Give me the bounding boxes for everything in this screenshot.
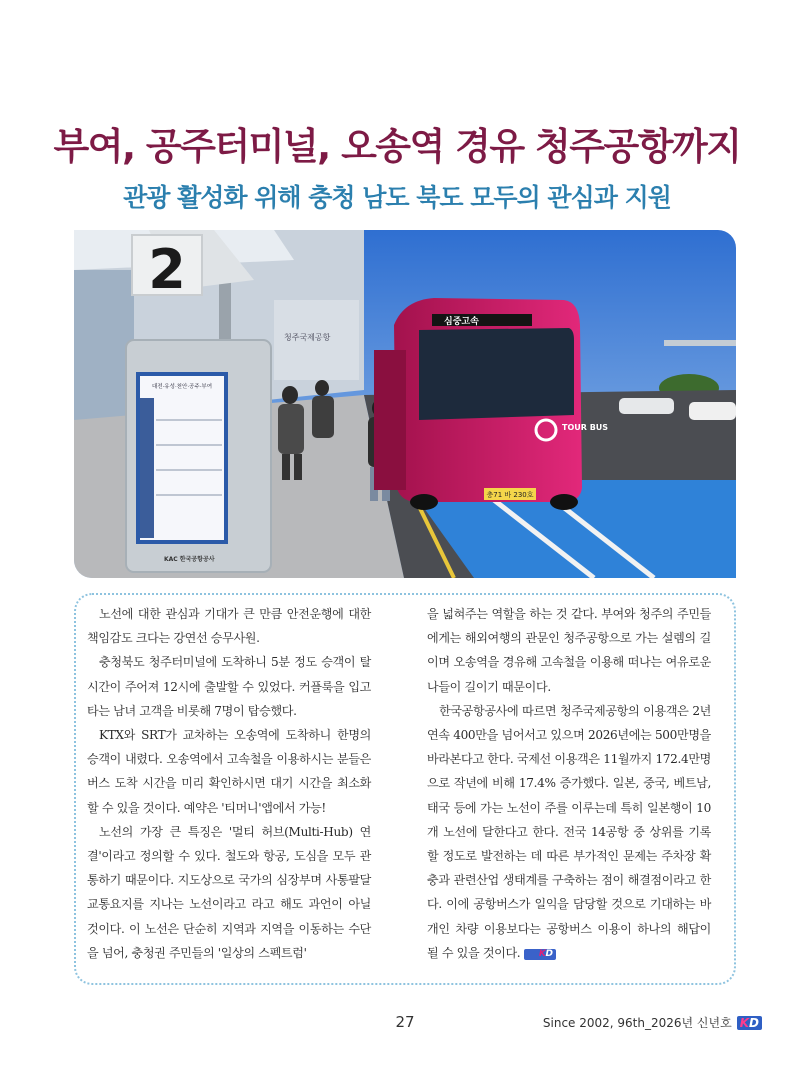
article-title: 부여, 공주터미널, 오송역 경유 청주공항까지	[53, 125, 741, 168]
paragraph-text: 한국공항공사에 따르면 청주국제공항의 이용객은 2년연속 400만을 넘어서고 있으며 2026년에는 500만명을 바라본다고 한다. 국제선 이용객은 11월까지 172.4만명으로 작년에 비해 17.4% 증가했다. 일본, 중국, 베트남, 태국 등에 가는 노선이 주를 이루는데 특히 일본행이 10개 노선에 달한다고 한다. 전국 14공항 중 상위를 기록할 정도로 발전하는 데 따른 부가적인 문제는 주차장 확충과 관련산업 생태계를 구축하는 점이 해결점이라고 한다. 이에 공항버스가 일익을 담당할 것으로 기대하는 바 개인 차량 이용보다는 공항버스 이용이 하나의 해답이 될 수 있을 것이다.	[427, 703, 711, 960]
end-mark-logo: KD	[524, 949, 556, 960]
paragraph: 을 넓혀주는 역할을 하는 것 같다. 부여와 청주의 주민들에게는 해외여행의 관문인 청주공항으로 가는 설렘의 길이며 오송역을 경유해 고속철을 이용해 떠나는 여유로운 나들이 길이기 때문이다.	[427, 607, 711, 694]
terminal-sign: 청주국제공항	[284, 333, 331, 342]
edition-text: Since 2002, 96th_2026년 신년호	[542, 1016, 732, 1030]
bus-stop-photo	[74, 230, 736, 578]
bus-destination: 심중고속	[444, 317, 479, 327]
paragraph: 노선에 대한 관심과 기대가 큰 만큼 안전운행에 대한 책임감도 크다는 강연선 승무사원.	[87, 607, 371, 646]
kd-logo: KD	[737, 1016, 762, 1030]
bus-brand: TOUR BUS	[562, 423, 609, 432]
stop-number: 2	[148, 238, 186, 301]
article-subtitle: 관광 활성화 위해 충청 남도 북도 모두의 관심과 지원	[123, 183, 671, 212]
paragraph: 충청북도 청주터미널에 도착하니 5분 정도 승객이 탈 시간이 주어져 12시에 출발할 수 있었다. 커플룩을 입고 타는 남녀 고객을 비롯해 7명이 탑승했다.	[87, 655, 371, 718]
license-plate: 충71 바 230호	[486, 491, 534, 499]
paragraph	[427, 699, 711, 965]
paragraph: 노선의 가장 큰 특징은 '멀티 허브(Multi-Hub) 연결'이라고 정의할 수 있다. 철도와 항공, 도심을 모두 관통하기 때문이다. 지도상으로 국가의 심장부며 사통팔달 교통요지를 지나는 노선이라고 라고 해도 과언이 아닐 것이다. 이 노선은 단순히 지역과 지역을 이동하는 수단을 넘어, 충청권 주민들의 '일상의 스펙트럼'	[87, 824, 371, 960]
sign-header: 대전·유성·천안·공주·부여	[151, 384, 213, 390]
footer-edition	[543, 1014, 762, 1031]
kiosk-brand: KAC 한국공항공사	[164, 556, 215, 563]
article-left-column	[87, 602, 371, 965]
page-number: 27	[395, 1013, 415, 1031]
article-right-column	[427, 602, 711, 965]
paragraph: KTX와 SRT가 교차하는 오송역에 도착하니 한명의 승객이 내렸다. 오송역에서 고속철을 이용하시는 분들은 버스 도착 시간을 미리 확인하시면 대기 시간을 최소화할 수 있을 것이다. 예약은 '티머니'앱에서 가능!	[87, 728, 371, 815]
